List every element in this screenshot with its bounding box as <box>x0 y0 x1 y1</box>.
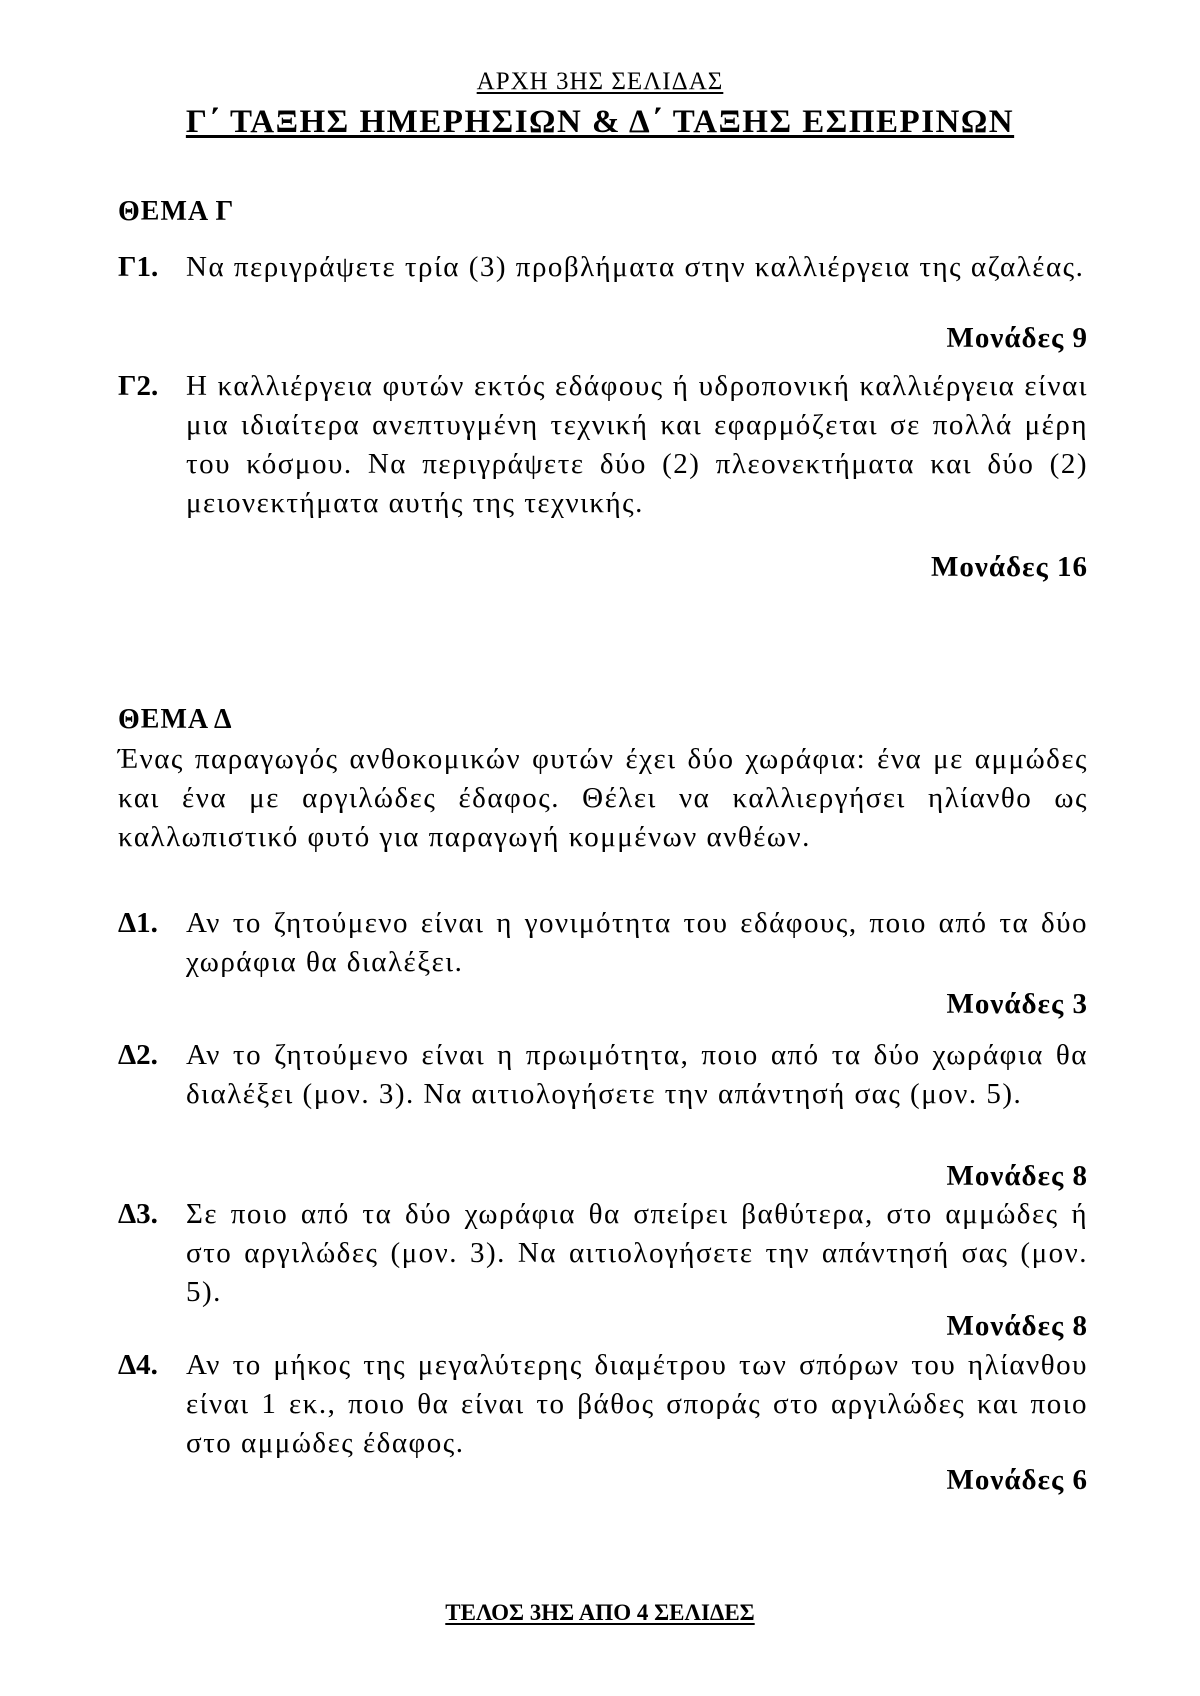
page-start-text: ΑΡΧΗ 3ΗΣ ΣΕΛΙΔΑΣ <box>476 68 724 95</box>
question-d4-label: Δ4. <box>118 1349 158 1381</box>
question-c1 <box>118 248 1088 287</box>
question-c1-text: Να περιγράψετε τρία (3) προβλήματα στην καλλιέργεια της αζαλέας. <box>186 251 1085 283</box>
question-c1-label: Γ1. <box>118 251 159 283</box>
question-c2 <box>118 367 1088 523</box>
theme-d-title: ΘΕΜΑ Δ <box>118 704 233 735</box>
question-d3-label: Δ3. <box>118 1198 158 1230</box>
exam-class-title <box>0 104 1200 141</box>
question-d1-marks: Μονάδες 3 <box>946 988 1088 1020</box>
question-d1-label: Δ1. <box>118 907 158 939</box>
question-d3-marks: Μονάδες 8 <box>946 1310 1088 1342</box>
question-d3-text: Σε ποιο από τα δύο χωράφια θα σπείρει βαθύτερα, στο αμμώδες ή στο αργιλώδες (μον. 3). Να αιτιολογήσετε την απάντησή σας (μον. 5). <box>186 1198 1088 1308</box>
question-d4-marks: Μονάδες 6 <box>946 1464 1088 1496</box>
question-d2 <box>118 1036 1088 1114</box>
question-c2-label: Γ2. <box>118 370 159 402</box>
page-end-footer <box>0 1600 1200 1626</box>
question-d2-marks: Μονάδες 8 <box>946 1160 1088 1192</box>
question-d4 <box>118 1346 1088 1463</box>
question-c2-marks: Μονάδες 16 <box>931 551 1088 583</box>
exam-class-title-text: Γ΄ ΤΑΞΗΣ ΗΜΕΡΗΣΙΩΝ & Δ΄ ΤΑΞΗΣ ΕΣΠΕΡΙΝΩΝ <box>185 104 1015 140</box>
question-d1 <box>118 904 1088 982</box>
question-c1-marks: Μονάδες 9 <box>946 322 1088 354</box>
question-d4-text: Αν το μήκος της μεγαλύτερης διαμέτρου των σπόρων του ηλίανθου είναι 1 εκ., ποιο θα είναι το βάθος σποράς στο αργιλώδες και ποιο στο αμμώδες έδαφος. <box>186 1349 1088 1459</box>
theme-d-intro: Ένας παραγωγός ανθοκομικών φυτών έχει δύο χωράφια: ένα με αμμώδες και ένα με αργιλώδες έδαφος. Θέλει να καλλιεργήσει ηλίανθο ως καλλωπιστικό φυτό για παραγωγή κομμένων ανθέων. <box>118 743 1088 853</box>
question-d2-text: Αν το ζητούμενο είναι η πρωιμότητα, ποιο από τα δύο χωράφια θα διαλέξει (μον. 3). Να αιτιολογήσετε την απάντησή σας (μον. 5). <box>186 1039 1088 1110</box>
page-start-header <box>0 68 1200 96</box>
question-d2-label: Δ2. <box>118 1039 158 1071</box>
question-c2-text: Η καλλιέργεια φυτών εκτός εδάφους ή υδροπονική καλλιέργεια είναι μια ιδιαίτερα ανεπτυγμένη τεχνική και εφαρμόζεται σε πολλά μέρη του κόσμου. Να περιγράψετε δύο (2) πλεονεκτήματα και δύο (2) μειονεκτήματα αυτής της τεχνικής. <box>186 370 1088 519</box>
theme-c-title: ΘΕΜΑ Γ <box>118 196 235 227</box>
question-d1-text: Αν το ζητούμενο είναι η γονιμότητα του εδάφους, ποιο από τα δύο χωράφια θα διαλέξει. <box>186 907 1088 978</box>
page-end-text: ΤΕΛΟΣ 3ΗΣ ΑΠΟ 4 ΣΕΛΙΔΕΣ <box>445 1600 755 1625</box>
question-d3 <box>118 1195 1088 1312</box>
